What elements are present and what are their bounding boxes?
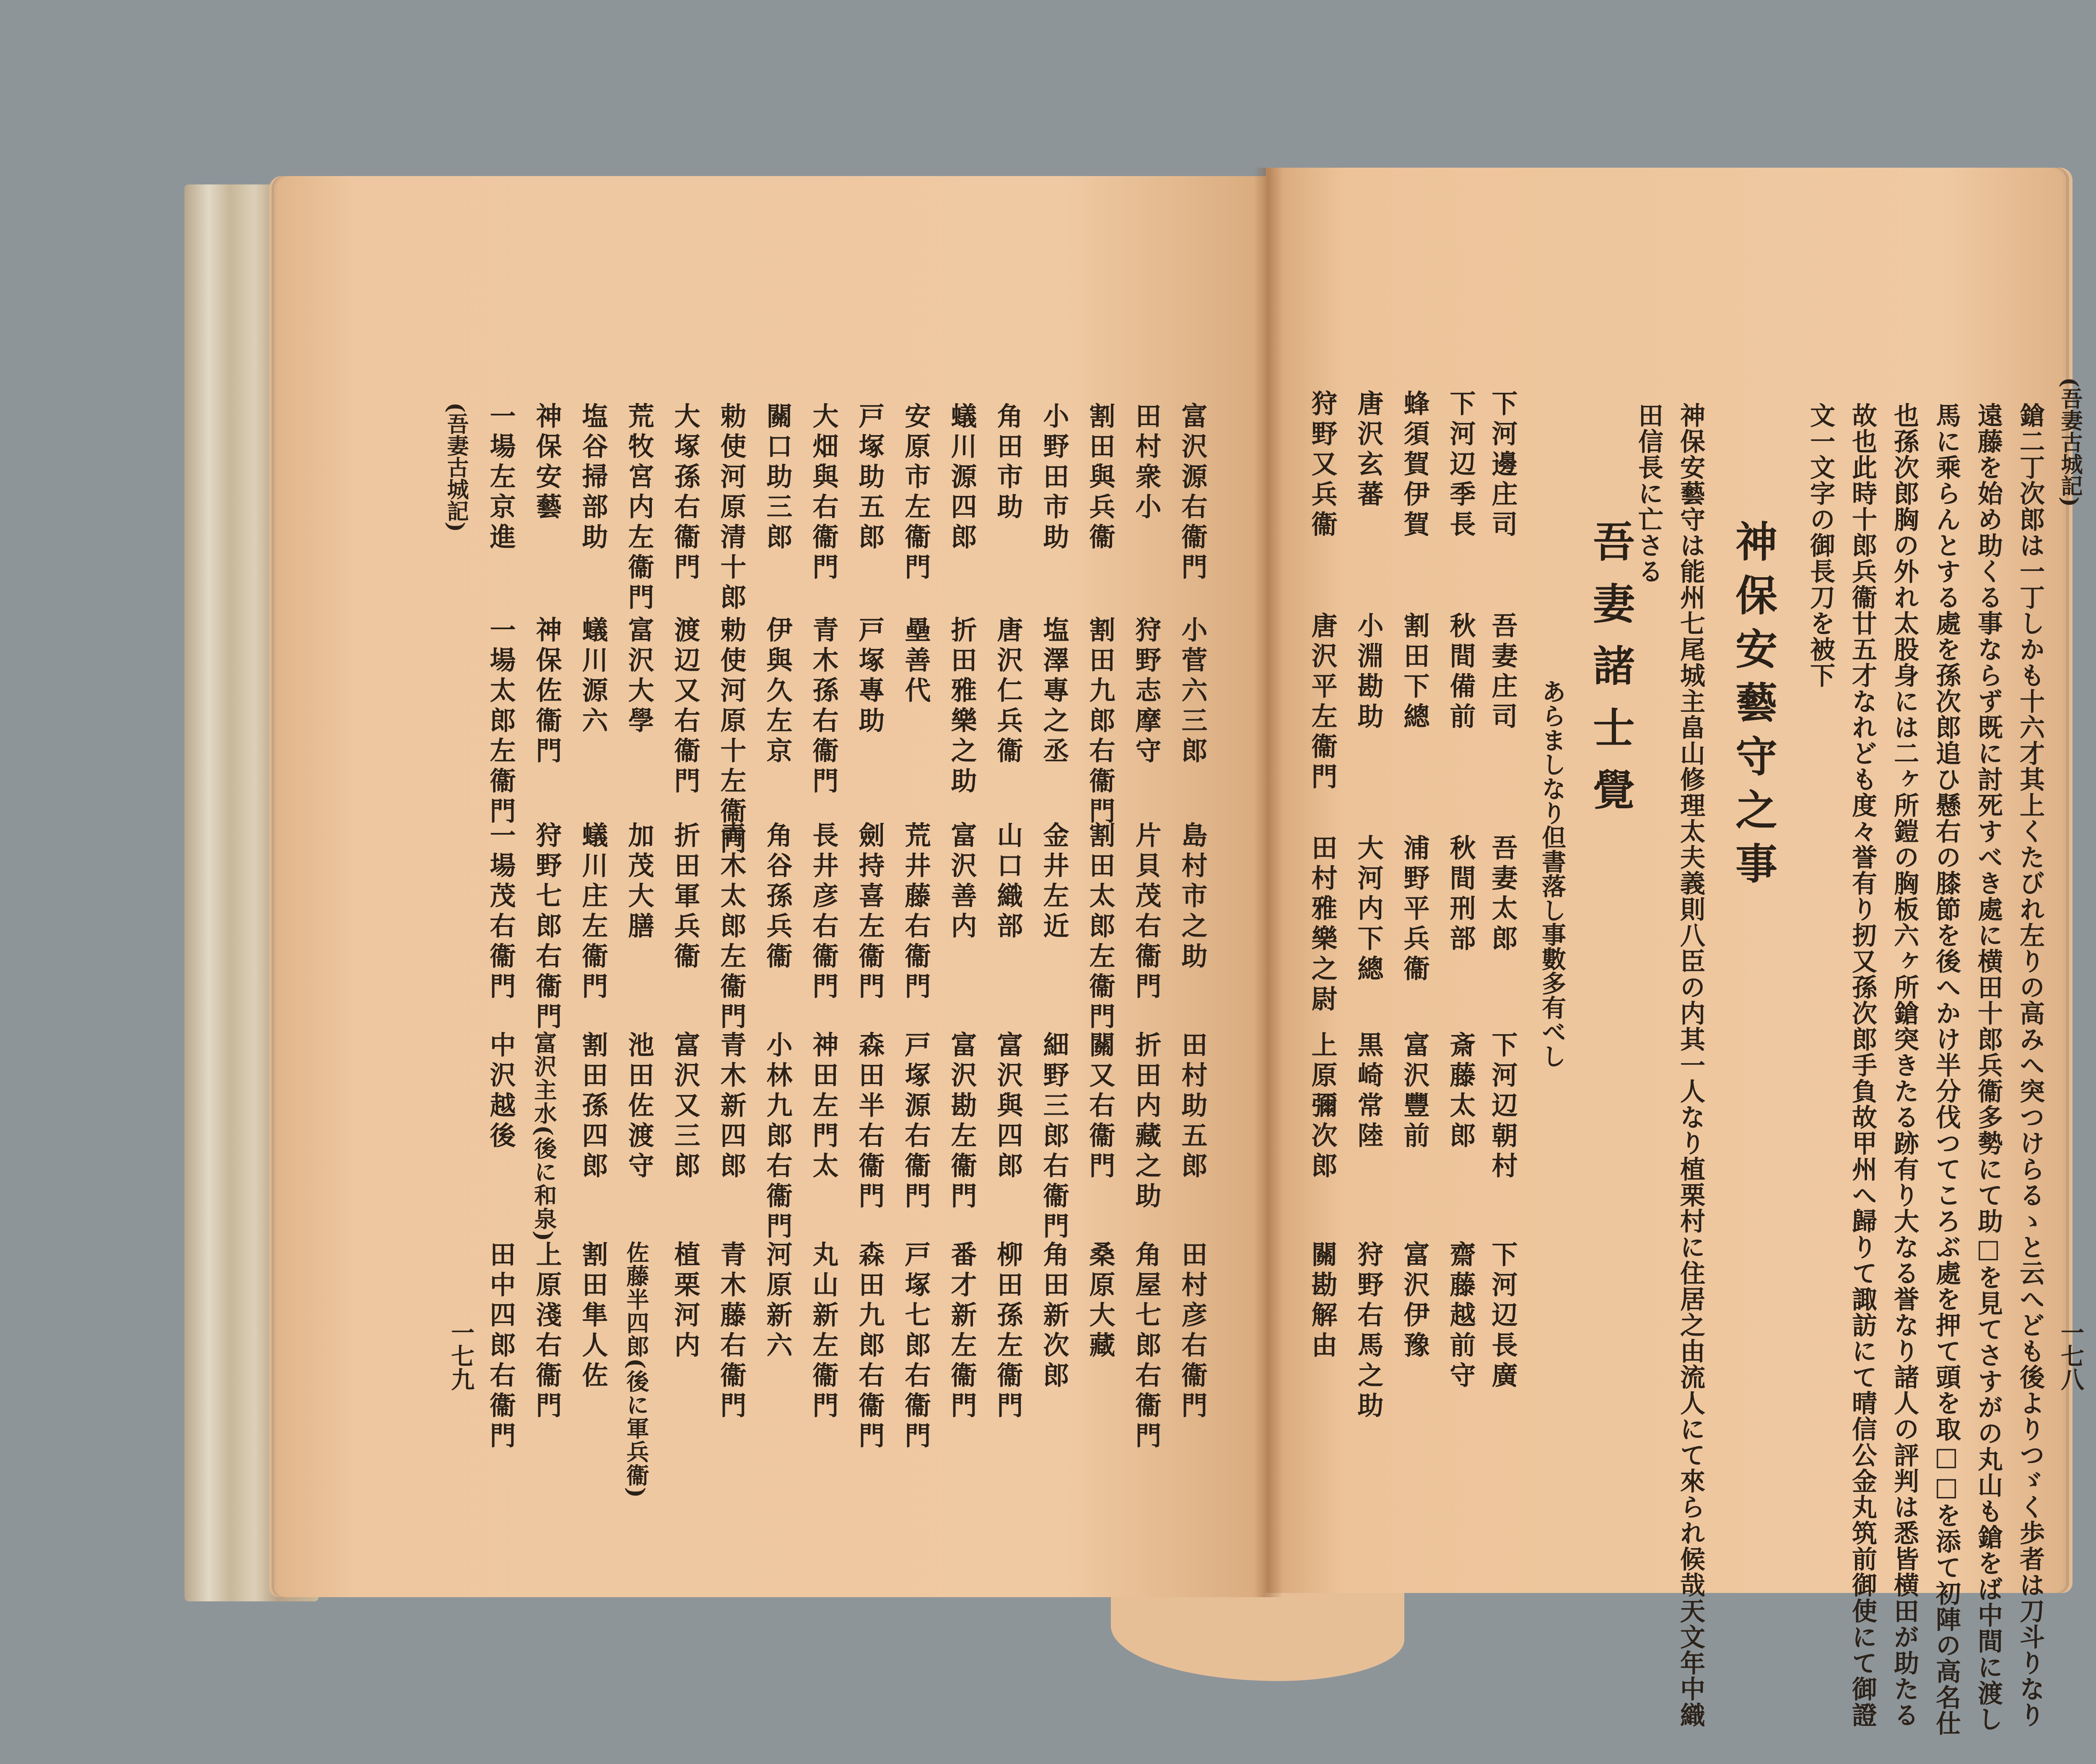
name-column: 下河邊庄司 [1487, 390, 1518, 541]
body-line: 文一文字の御長刀を被下 [1806, 402, 1835, 688]
name-column: 大畑與右衞門 [808, 402, 839, 584]
body-line: 馬に乘らんとする處を孫次郎追ひ懸右の膝節を後へかけ半分伐つてころぶ處を押て頭を取□□を添て初陣の高名仕 [1932, 402, 1961, 1736]
name-column: 富沢又三郎 [670, 1031, 700, 1182]
name-column: 富沢勘左衞門 [947, 1031, 977, 1212]
name-column: 青木新四郎 [716, 1031, 747, 1182]
name-column: 池田佐渡守 [624, 1031, 654, 1182]
name-column: 丸山新左衞門 [808, 1241, 839, 1422]
name-column: 戸塚專助 [854, 616, 885, 737]
name-column: 斎藤太郎 [1445, 1031, 1476, 1152]
name-column: 森田半右衞門 [854, 1031, 885, 1212]
name-column: 青木孫右衞門 [808, 616, 839, 797]
name-column: 浦野平兵衞 [1399, 834, 1430, 985]
page-number: 一七九 [447, 1320, 475, 1391]
body-line: 也孫次郎胸の外れ太股身には二ヶ所鎧の胸板六ヶ所鎗突きたる跡有り大なる誉なり諸人の評判は悉皆横田が助たる [1890, 402, 1919, 1728]
name-column: 上原彌次郎 [1307, 1031, 1338, 1182]
name-column: 渡辺又右衞門 [670, 616, 700, 797]
page-curl [1111, 1585, 1404, 1681]
name-column: 割田下總 [1399, 612, 1430, 733]
name-column: 黒崎常陸 [1353, 1031, 1384, 1152]
name-column: 唐沢仁兵衞 [993, 616, 1023, 767]
name-column: 劍持喜左衞門 [854, 822, 885, 1003]
name-column: 割田太郎左衞門 [1085, 822, 1115, 1033]
name-column: 伊與久左京 [762, 616, 793, 767]
name-column: 關口助三郎 [762, 402, 793, 553]
name-column: 神保佐衞門 [532, 616, 562, 767]
running-footer: (吾妻古城記) [443, 402, 469, 532]
name-column: 勅使河原清十郎 [716, 402, 747, 614]
name-column: 桑原大藏 [1085, 1241, 1115, 1362]
name-column: 加茂大膳 [624, 822, 654, 942]
name-column: 下河辺朝村 [1487, 1031, 1518, 1182]
running-header: (吾妻古城記) [2057, 377, 2083, 507]
name-column: 壘善代 [900, 616, 931, 707]
book-gutter [1253, 168, 1283, 1597]
name-column: 森田九郎右衞門 [854, 1241, 885, 1452]
name-column: 唐沢平左衞門 [1307, 612, 1338, 793]
name-column: 蟻川庄左衞門 [578, 822, 608, 1003]
name-column: 小菅六三郎 [1177, 616, 1208, 767]
name-column: 大河内下總 [1353, 834, 1384, 985]
name-column: 富沢豐前 [1399, 1031, 1430, 1152]
name-column: 折田雅樂之助 [947, 616, 977, 797]
name-column: 上原淺右衞門 [532, 1241, 562, 1422]
name-column: 荒牧宮内左衞門 [624, 402, 654, 614]
section-subtitle: あらましなり但書落し事數多有べし [1538, 679, 1566, 1068]
name-column: 富沢善内 [947, 822, 977, 942]
name-column: 割田隼人佐 [578, 1241, 608, 1392]
name-column: 田村衆小 [1131, 402, 1162, 523]
name-column: 勅使河原十左衞門 [716, 616, 747, 858]
name-column: 富沢與四郎 [993, 1031, 1023, 1182]
name-column: 狩野七郎右衞門 [532, 822, 562, 1033]
name-column: 田村助五郎 [1177, 1031, 1208, 1182]
name-column: 塩谷掃部助 [578, 402, 608, 553]
name-column: 狩野右馬之助 [1353, 1241, 1384, 1422]
name-column: 安原市左衞門 [900, 402, 931, 584]
name-column: 神田左門太 [808, 1031, 839, 1182]
name-column: 金井左近 [1039, 822, 1069, 942]
name-column: 狩野又兵衞 [1307, 390, 1338, 541]
name-column: 折田軍兵衞 [670, 822, 700, 973]
name-column: 秋間刑部 [1445, 834, 1476, 955]
name-column: 柳田孫左衞門 [993, 1241, 1023, 1422]
name-column: 細野三郎右衞門 [1039, 1031, 1069, 1243]
name-column: 角屋七郎右衞門 [1131, 1241, 1162, 1452]
name-column: 角田市助 [993, 402, 1023, 523]
name-column: 戸塚源右衞門 [900, 1031, 931, 1212]
name-column: 齋藤越前守 [1445, 1241, 1476, 1392]
name-column: 小淵勘助 [1353, 612, 1384, 733]
name-column: 折田内藏之助 [1131, 1031, 1162, 1212]
name-column: 角谷孫兵衞 [762, 822, 793, 973]
name-column: 富沢源右衞門 [1177, 402, 1208, 584]
name-column: 田村雅樂之尉 [1307, 834, 1338, 1015]
name-column: 青木藤右衞門 [716, 1241, 747, 1422]
name-column: 田中四郎右衞門 [485, 1241, 516, 1452]
body-line: 神保安藝守は能州七尾城主畠山修理太夫義則八臣の内其一人なり植栗村に住居之由流人にて來られ候哉天文年中織 [1676, 402, 1705, 1728]
body-line: 鎗二丁次郎は一丁しかも十六才其上くたびれ左りの高みへ突つけらるゝと云へども後よりつゞく歩者は刀斗りなり [2016, 402, 2045, 1728]
name-column: 小林九郎右衞門 [762, 1031, 793, 1243]
name-column: 下河辺季長 [1445, 390, 1476, 541]
name-column: 戸塚七郎右衞門 [900, 1241, 931, 1452]
name-column: 河原新六 [762, 1241, 793, 1362]
name-column: 番才新左衞門 [947, 1241, 977, 1422]
name-column: 蟻川源六 [578, 616, 608, 737]
name-column: 青木太郎左衞門 [716, 822, 747, 1033]
name-column: 田村彦右衞門 [1177, 1241, 1208, 1422]
name-column: 吾妻庄司 [1487, 612, 1518, 733]
name-column: 一場太郎左衞門 [485, 616, 516, 828]
name-column: 片貝茂右衞門 [1131, 822, 1162, 1003]
name-column: 神保安藝 [532, 402, 562, 523]
page-number: 一七八 [2057, 1320, 2085, 1391]
name-column: 富沢伊豫 [1399, 1241, 1430, 1362]
name-column: 蟻川源四郎 [947, 402, 977, 553]
name-column: 塩澤專之丞 [1039, 616, 1069, 767]
name-column: 荒井藤右衞門 [900, 822, 931, 1003]
body-line: 遠藤を始め助くる事ならず既に討死すべき處に横田十郎兵衞多勢にて助□を見てさすがの丸山も鎗をば中間に渡し [1974, 402, 2003, 1732]
name-column: 角田新次郎 [1039, 1241, 1069, 1392]
name-column: 割田與兵衞 [1085, 402, 1115, 553]
name-column: 關勘解由 [1307, 1241, 1338, 1362]
name-column: 割田九郎右衞門 [1085, 616, 1115, 828]
name-column: 植栗河内 [670, 1241, 700, 1362]
name-column: 蜂須賀伊賀 [1399, 390, 1430, 541]
name-column: 大塚孫右衞門 [670, 402, 700, 584]
name-column: 秋間備前 [1445, 612, 1476, 733]
body-line: 田信長に亡さる [1634, 402, 1663, 584]
name-column: 狩野志摩守 [1131, 616, 1162, 767]
name-column: 富沢大學 [624, 616, 654, 737]
name-column: 中沢越後 [485, 1031, 516, 1152]
name-column: 一場左京進 [485, 402, 516, 553]
section-title: 神保安藝守之事 [1728, 520, 1778, 895]
name-column: 一場茂右衞門 [485, 822, 516, 1003]
name-column: 下河辺長廣 [1487, 1241, 1518, 1392]
body-line: 故也此時十郎兵衞廿五才なれども度々誉有り扨又孫次郎手負故甲州へ歸りて諏訪にて晴信公金丸筑前御使にて御證 [1848, 402, 1877, 1728]
name-column: 關又右衞門 [1085, 1031, 1115, 1182]
name-column: 佐藤半四郎(後に軍兵衞) [623, 1241, 650, 1499]
name-column: 戸塚助五郎 [854, 402, 885, 553]
name-column: 吾妻太郎 [1487, 834, 1518, 955]
name-column: 割田孫四郎 [578, 1031, 608, 1182]
name-column: 長井彦右衞門 [808, 822, 839, 1003]
section-title: 吾妻諸士覺 [1586, 520, 1635, 830]
name-column: 山口織部 [993, 822, 1023, 942]
name-column: 小野田市助 [1039, 402, 1069, 553]
name-column: 島村市之助 [1177, 822, 1208, 973]
name-column: 唐沢玄蕃 [1353, 390, 1384, 511]
name-column: 富沢主水(後に和泉) [531, 1031, 558, 1243]
